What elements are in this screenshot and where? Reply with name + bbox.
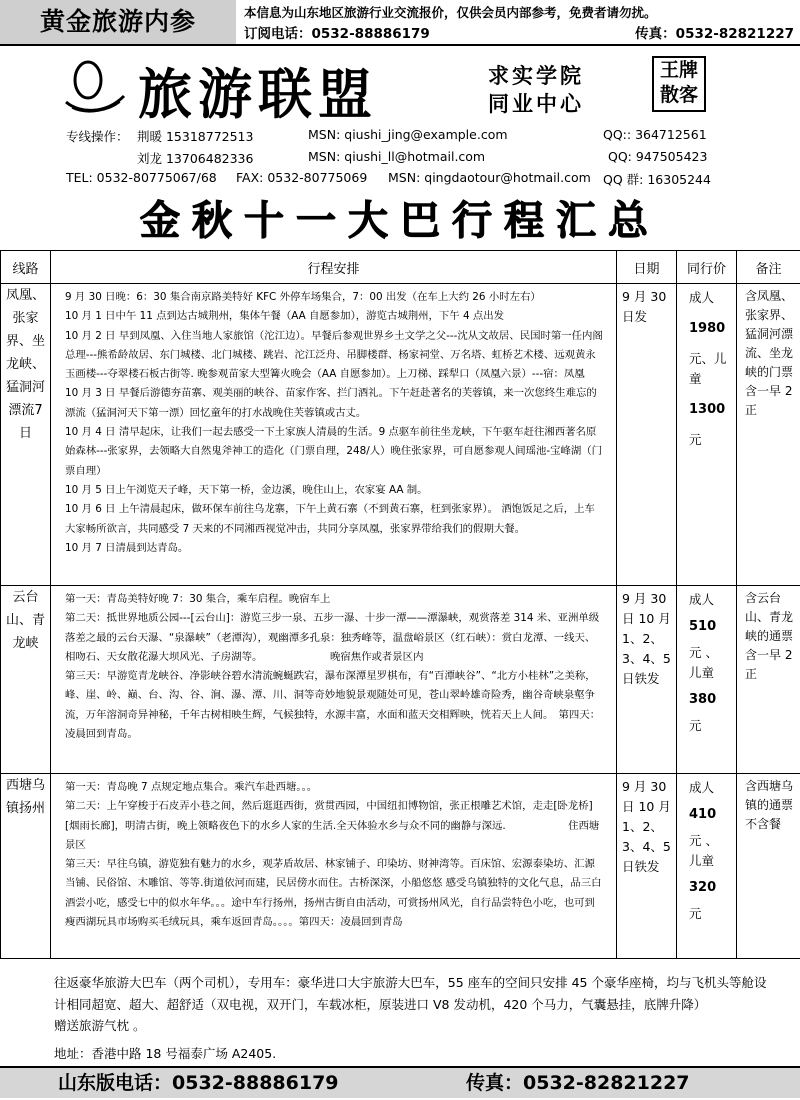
bus-info: 往返豪华旅游大巴车（两个司机），专用车：豪华进口大宇旅游大巴车，55 座车的空间只安排 45 个豪华座椅，均与飞机头等舱设计相同超宽、超大、超舒适（双电视，双开门，车载冰柜，原装进口 V8 发动机，420 个马力，气囊悬挂，底牌升降） (54, 975, 767, 1012)
contact-fax: FAX: 0532-80775069 (236, 170, 368, 185)
schedule-line: 10 月 3 日 早餐后游德夯苗寨、观美丽的峡谷、苗家作客、拦门酒礼。下午赶赴著名的芙蓉镇，来一次您终生难忘的漂流（猛洞河天下第一漂）回忆童年的打水战晚住芙蓉镇或古丈。 (65, 387, 597, 419)
price-cell (677, 284, 737, 586)
schedule-cell (51, 586, 617, 774)
price-unit: 元 (689, 906, 702, 921)
publication-brand: 黄金旅游内参 (0, 0, 236, 44)
child-label: 元 、儿童 (689, 645, 718, 680)
alliance-title: 旅游联盟 (138, 62, 378, 126)
address: 地址：香港中路 18 号福泰广场 A2405. (54, 1045, 277, 1061)
swirl-logo-icon (58, 58, 128, 118)
price-unit: 元 (689, 718, 702, 733)
table-header-row (1, 251, 800, 284)
child-label: 元、儿童 (689, 351, 727, 386)
schedule-line: 10 月 6 日 上午清晨起床，做环保车前往乌龙寨，下午上黄石寨（不到黄石寨，枉到张家界）。 酒饱饭足之后，上车大家畅所欲言，共同感受 7 天来的不同湘西视觉冲击，共同分享凤凰，张家界带给我们的假期大餐。 (65, 503, 595, 535)
ops-label: 专线操作： (66, 129, 129, 144)
header-schedule: 行程安排 (51, 251, 617, 284)
schedule-line: 10 月 1 日中午 11 点到达古城荆州，集体午餐（AA 自愿参加），游览古城荆州，下午 4 点出发 (65, 310, 505, 323)
header-note: 备注 (737, 251, 800, 284)
order-phone: 订阅电话：0532-88886179 (244, 26, 430, 42)
bottom-banner (0, 1066, 800, 1098)
gift-note: 赠送旅游气枕 。 (54, 1018, 146, 1033)
bottom-phone: 山东版电话：0532-88886179 (58, 1072, 339, 1094)
header-date: 日期 (617, 251, 677, 284)
price-cell (677, 774, 737, 959)
contact-qq-2: QQ: 947505423 (608, 149, 708, 164)
contact-msn-2[interactable]: MSN: qiushi_ll@hotmail.com (308, 149, 486, 164)
departure-date: 9 月 30 日 10 月 1、2、3、4、5 日铁发 (617, 586, 677, 774)
schedule-line: 10 月 7 日清晨到达青岛。 (65, 541, 189, 554)
schedule-line: 10 月 5 日上午浏览天子峰，天下第一桥，金边溪，晚住山上，农家宴 AA 制。 (65, 483, 428, 496)
member-notice: 本信息为山东地区旅游行业交流报价，仅供会员内部参考，免费者请勿扰。 (244, 5, 657, 20)
contact-msn-1[interactable]: MSN: qiushi_jing@example.com (308, 127, 508, 142)
route-name: 凤凰、张家界、坐龙峡、猛洞河漂流7日 (1, 284, 51, 586)
schedule-line: 10 月 4 日 清早起床，让我们一起去感受一下土家族人清晨的生活。9 点驱车前往坐龙峡，下午驱车赶往湘西著名原始森林---张家界，去领略大自然鬼斧神工的造化（门票自理，248/人）晚住张家界，可自愿参观人间瑶池-宝峰湖（门票自理） (65, 426, 603, 477)
adult-price: 510 (689, 619, 717, 634)
route-name: 云台山、青龙峡 (1, 586, 51, 774)
schedule-line: 10 月 2 日 早到凤凰、入住当地人家旅馆（沱江边）。早餐后参观世界乡土文学之父---沈从文故居、民国时第一任内阁总理---熊希龄故居、东门城楼、北门城楼、跳岩、沱江泛舟、吊脚楼群、杨家祠堂、万名塔、虹桥艺术楼、远观黄永玉画楼---夺翠楼石板古街等. 晚参观苗家大型篝火晚会（AA 自愿参加）。上刀梯、踩犁口（凤凰六景）---宿：凤凰 (65, 329, 603, 381)
route-note: 含西塘乌镇的通票不含餐 (737, 774, 800, 959)
itinerary-headline: 金秋十一大巴行程汇总 (140, 197, 660, 244)
departure-date: 9 月 30 日发 (617, 284, 677, 586)
schedule-line: 第一天：青岛美特好晚 7：30 集合，乘车启程。晚宿车上 (65, 593, 331, 605)
header-price: 同行价 (677, 251, 737, 284)
header-fax: 传真：0532-82821227 (635, 26, 794, 42)
table-row (1, 586, 800, 774)
order-phone-line (244, 22, 796, 42)
contact-tel: TEL: 0532-80775067/68 (66, 170, 217, 185)
adult-price: 410 (689, 807, 717, 822)
route-note: 含凤凰、张家界、猛洞河漂流、坐龙峡的门票含一早 2 正 (737, 284, 800, 586)
top-banner (0, 0, 800, 46)
schedule-line: 9 月 30 日晚：6：30 集合南京路美特好 KFC 外停车场集合，7：00 出发（在车上大约 26 小时左右） (65, 291, 541, 303)
itinerary-table (0, 250, 800, 959)
footer-notes (54, 972, 774, 1064)
schedule-line: 第三天：早往乌镇，游览独有魅力的水乡，观茅盾故居、林家铺子、印染坊、财神湾等。百床馆、宏源泰染坊、汇源当铺、民俗馆、木雕馆、等等.街道依河而建，民居傍水而住。古桥深深，小船悠悠 感受乌镇独特的文化气息，品三白酒尝小吃，感受七中的似水年华。。。途中车行扬州，扬州古街自由活动，可赏扬州风光，自行品尝特色小吃，也可到瘦西湖玩具市场购买毛绒玩具，乘车返回青岛。。。。第四天：凌晨回到青岛 (65, 858, 602, 929)
bottom-fax: 传真：0532-82821227 (466, 1072, 690, 1094)
schedule-line: 第二天：上午穿梭于石皮弄小巷之间，然后逛逛西街，赏贯西园，中国纽扣博物馆，张正根雕艺术馆，走走[卧龙桥][烟雨长廊]，明清古街，晚上领略夜色下的水乡人家的生活.全天体验水乡与众不同的幽静与深远. 住西塘景区 (65, 800, 600, 851)
badge-line-1: 王牌 (659, 59, 698, 81)
child-price: 320 (689, 880, 717, 895)
adult-label: 成人 (689, 290, 715, 305)
ace-tour-badge (652, 56, 706, 112)
contact-msn-3[interactable]: MSN: qingdaotour@hotmail.com (388, 170, 591, 185)
schedule-line: 第三天：早游览青龙峡谷、净影峡谷碧水清流蜿蜒跌宕，瀑布深潭星罗棋布，有“百潭峡谷”、“北方小桂林”之美称，峰、崖、岭、巅、台、沟、谷、涧、瀑、潭、川、洞等奇妙地貌景观随处可见，苍山翠岭雄奇险秀，幽谷奇峡泉壑争流，万年溶洞奇异神秘，千年古树相映生辉，气候独特，水源丰富，水面和蓝天交相辉映，恍若天上人间。 第四天：凌晨回到青岛。 (65, 670, 601, 741)
adult-label: 成人 (689, 780, 715, 795)
route-note: 含云台山、青龙峡的通票含一早 2 正 (737, 586, 800, 774)
child-label: 元 、儿童 (689, 833, 718, 868)
slogan-line-1: 求实学院 (488, 64, 584, 88)
adult-label: 成人 (689, 592, 715, 607)
contact-person-2: 刘龙 13706482336 (137, 151, 254, 166)
contact-person-1: 荆暖 15318772513 (137, 129, 254, 144)
badge-line-2: 散客 (659, 84, 698, 106)
price-unit: 元 (689, 432, 702, 447)
contact-qq-group: QQ 群: 16305244 (603, 172, 711, 187)
contact-qq-1: QQ:: 364712561 (603, 127, 707, 142)
price-cell (677, 586, 737, 774)
route-name: 西塘乌镇扬州 (1, 774, 51, 959)
schedule-line: 第二天：抵世界地质公园---[云台山]：游览三步一泉、五步一瀑、十步一潭——潭瀑峡，观赏落差 314 米、亚洲单级落差之最的云台天瀑、“泉瀑峡”（老潭沟），观幽潭多孔泉：独秀峰等，温盘峪景区（红石峡）：赏白龙潭、一线天、相吻石、天女散花瀑大坝风光、子房湖等。 晚宿焦作或者景区内 (65, 612, 600, 663)
child-price: 1300 (689, 402, 726, 417)
table-row (1, 284, 800, 586)
schedule-cell (51, 774, 617, 959)
header-route: 线路 (1, 251, 51, 284)
slogan-line-2: 同业中心 (488, 92, 584, 116)
schedule-cell (51, 284, 617, 586)
child-price: 380 (689, 692, 717, 707)
adult-price: 1980 (689, 321, 726, 336)
departure-date: 9 月 30 日 10 月 1、2、3、4、5 日铁发 (617, 774, 677, 959)
schedule-line: 第一天：青岛晚 7 点规定地点集合。乘汽车赴西塘。。。 (65, 781, 318, 793)
table-row (1, 774, 800, 959)
